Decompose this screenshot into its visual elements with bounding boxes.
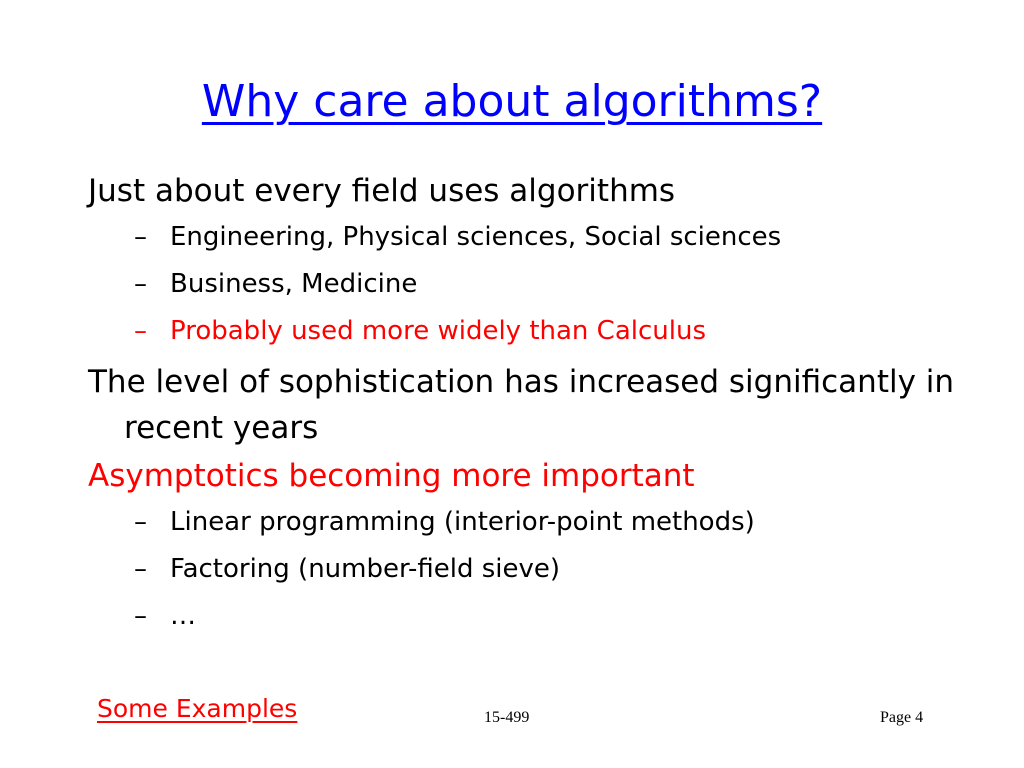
sub-bullet-text: Engineering, Physical sciences, Social sciences [170,222,782,252]
slide-title: Why care about algorithms? [201,76,823,127]
dash-marker: – [134,316,147,346]
sub-bullet-item [88,261,988,308]
some-examples-link[interactable]: Some Examples [97,694,298,723]
sub-bullet-item-highlighted [88,308,988,355]
bullet-item [88,168,988,214]
sub-bullet-text: Linear programming (interior-point methods) [170,507,755,537]
dash-marker: – [134,601,147,631]
bullet-list [88,168,988,640]
sub-bullet-text: Business, Medicine [170,269,418,299]
dash-marker: – [134,269,147,299]
bullet-text: Asymptotics becoming more important [88,458,695,494]
sub-bullet-text: Factoring (number-field sieve) [170,554,561,584]
sub-bullet-item [88,214,988,261]
bullet-item-highlighted [88,453,988,499]
sub-bullet-item [88,593,988,640]
dash-marker: – [134,507,147,537]
bullet-text: The level of sophistication has increased significantly in recent years [88,364,955,446]
dash-marker: – [134,554,147,584]
page-number: Page 4 [880,709,924,726]
sub-bullet-item [88,499,988,546]
sub-bullet-text: Probably used more widely than Calculus [170,316,707,346]
dash-marker: – [134,222,147,252]
bullet-item [88,359,988,451]
bullet-text: Just about every field uses algorithms [88,173,676,209]
sub-bullet-item [88,546,988,593]
course-number: 15-499 [484,709,530,726]
sub-bullet-text: … [170,601,196,631]
